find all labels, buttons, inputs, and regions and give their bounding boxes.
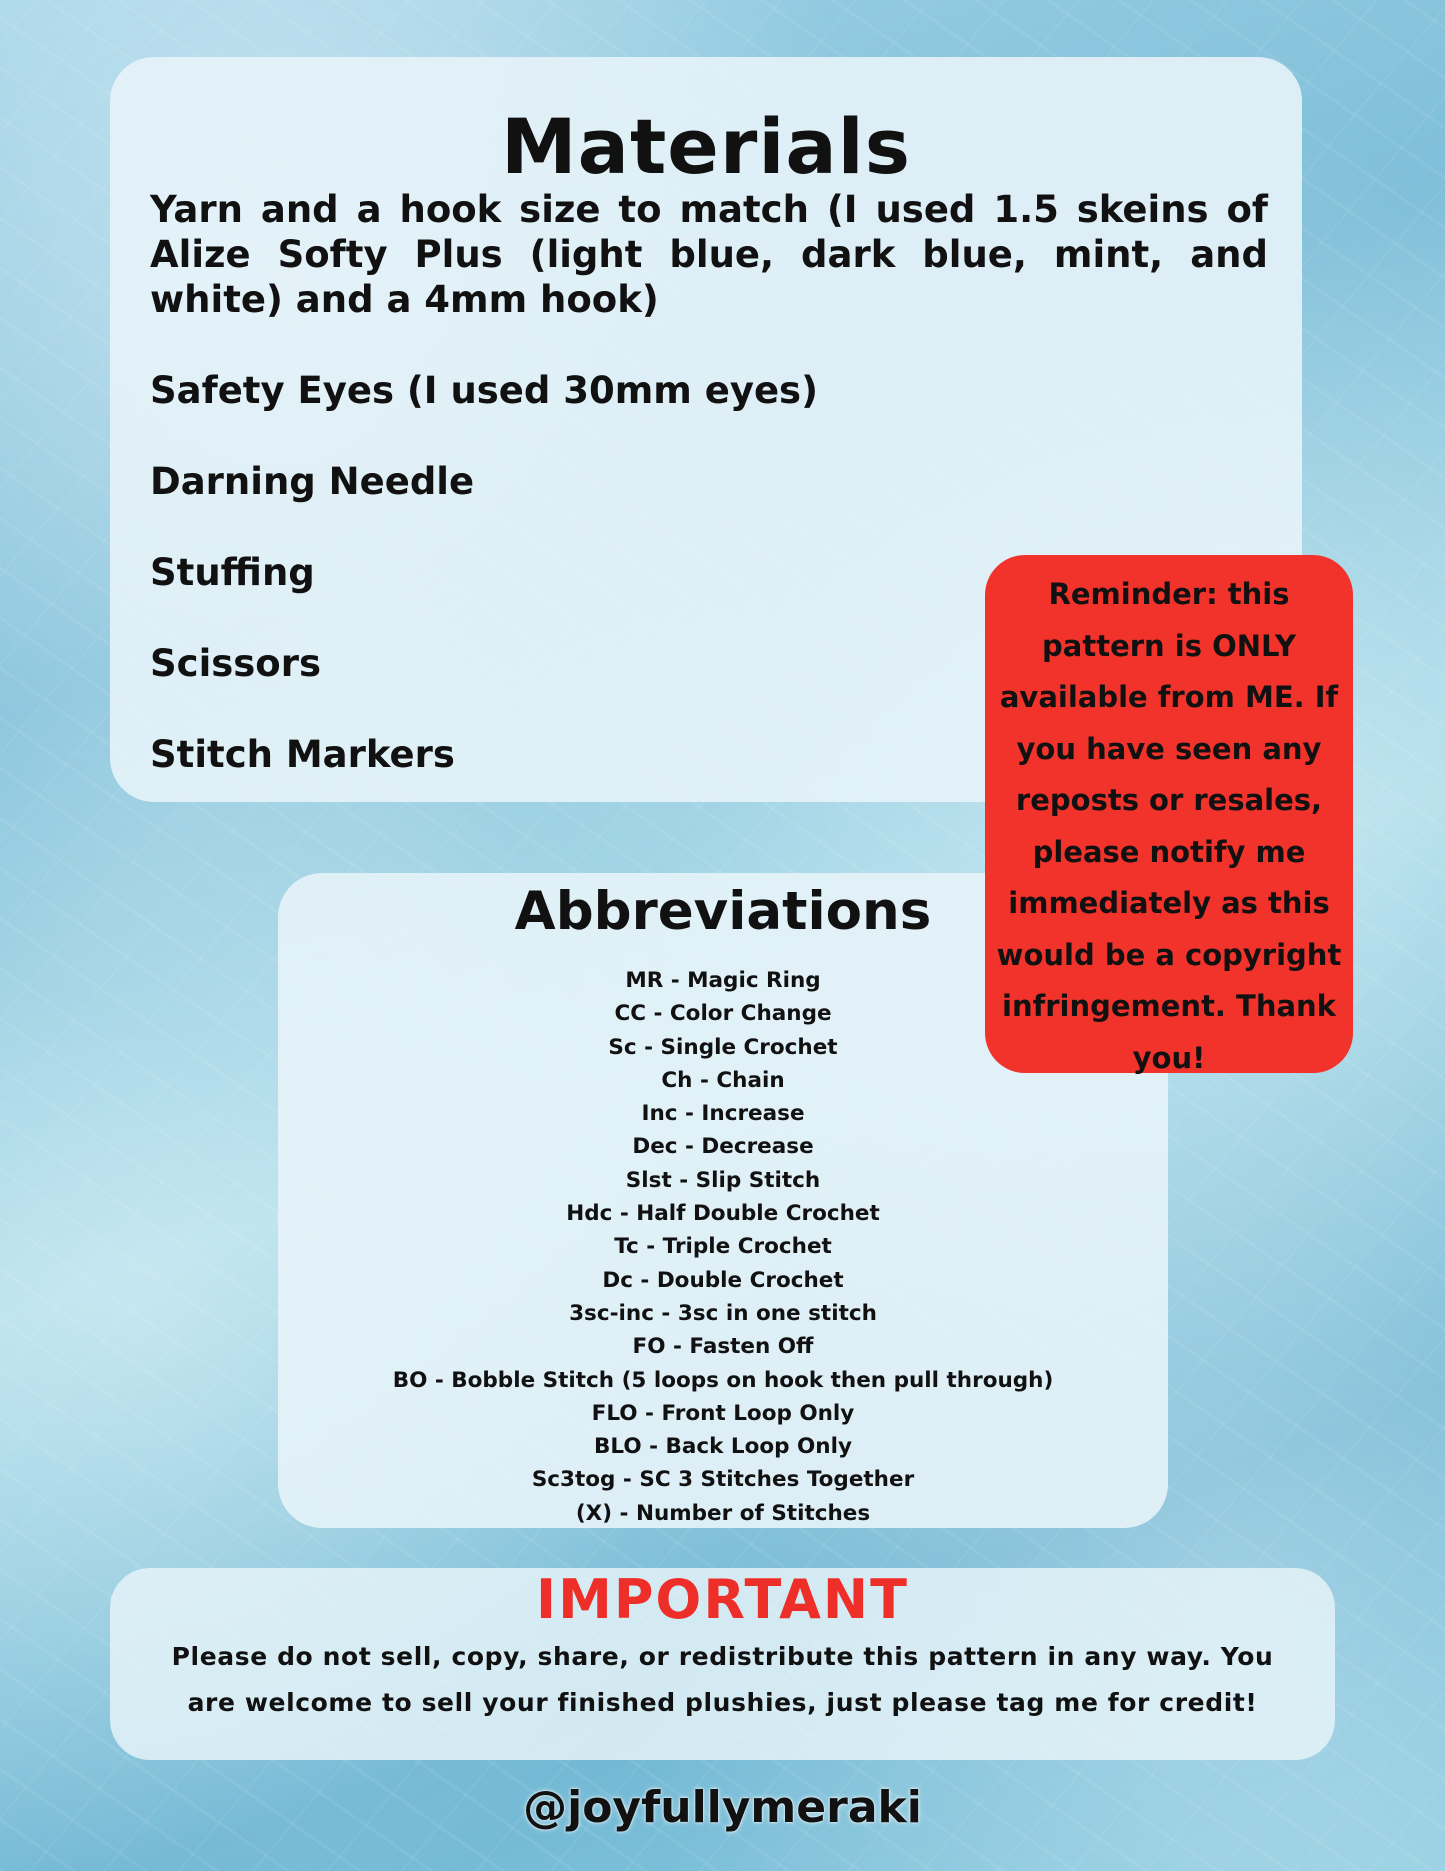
reminder-text: Reminder: this pattern is ONLY available from ME. If you have seen any reposts or resales, please notify me immediately as this would be a copyright infringement. Thank you!: [996, 577, 1342, 1075]
abbreviation-item: BO - Bobble Stitch (5 loops on hook then pull through): [392, 1367, 1054, 1393]
abbreviation-item: CC - Color Change: [614, 1001, 832, 1027]
abbreviations-title: Abbreviations: [514, 881, 932, 942]
abbreviation-item: 3sc-inc - 3sc in one stitch: [569, 1300, 877, 1326]
reminder-box: [985, 555, 1353, 1073]
abbreviation-item: Sc - Single Crochet: [608, 1034, 838, 1060]
abbreviation-item: BLO - Back Loop Only: [594, 1434, 852, 1460]
materials-item-darning-needle: Darning Needle: [150, 460, 475, 503]
materials-item-stuffing: Stuffing: [150, 551, 315, 594]
abbreviation-item: Sc3tog - SC 3 Stitches Together: [531, 1467, 915, 1493]
important-text: Please do not sell, copy, share, or redistribute this pattern in any way. You are welcome to sell your finished plushies, just please tag me for credit!: [171, 1642, 1274, 1717]
abbreviation-item: Inc - Increase: [641, 1101, 805, 1127]
abbreviation-item: FLO - Front Loop Only: [591, 1400, 855, 1426]
materials-title: Materials: [501, 102, 911, 191]
materials-item-safety-eyes: Safety Eyes (I used 30mm eyes): [150, 369, 818, 412]
abbreviation-item: Tc - Triple Crochet: [614, 1234, 832, 1260]
important-panel: [110, 1568, 1335, 1760]
abbreviation-item: Slst - Slip Stitch: [625, 1167, 821, 1193]
abbreviation-item: Ch - Chain: [661, 1067, 785, 1093]
abbreviation-item: Dc - Double Crochet: [602, 1267, 844, 1293]
materials-item-scissors: Scissors: [150, 642, 321, 685]
abbreviation-item: Dec - Decrease: [632, 1134, 814, 1160]
materials-item-stitch-markers: Stitch Markers: [150, 733, 455, 776]
social-handle: @joyfullymeraki: [523, 1782, 922, 1833]
materials-item-yarn: Yarn and a hook size to match (I used 1.5 skeins of Alize Softy Plus (light blue, dark blue, mint, and white) and a 4mm hook): [150, 188, 1268, 321]
important-title: IMPORTANT: [536, 1568, 909, 1631]
abbreviation-item: Hdc - Half Double Crochet: [566, 1201, 880, 1227]
abbreviation-item: (X) - Number of Stitches: [575, 1500, 871, 1526]
abbreviation-item: MR - Magic Ring: [625, 968, 821, 993]
abbreviation-item: FO - Fasten Off: [632, 1334, 814, 1360]
